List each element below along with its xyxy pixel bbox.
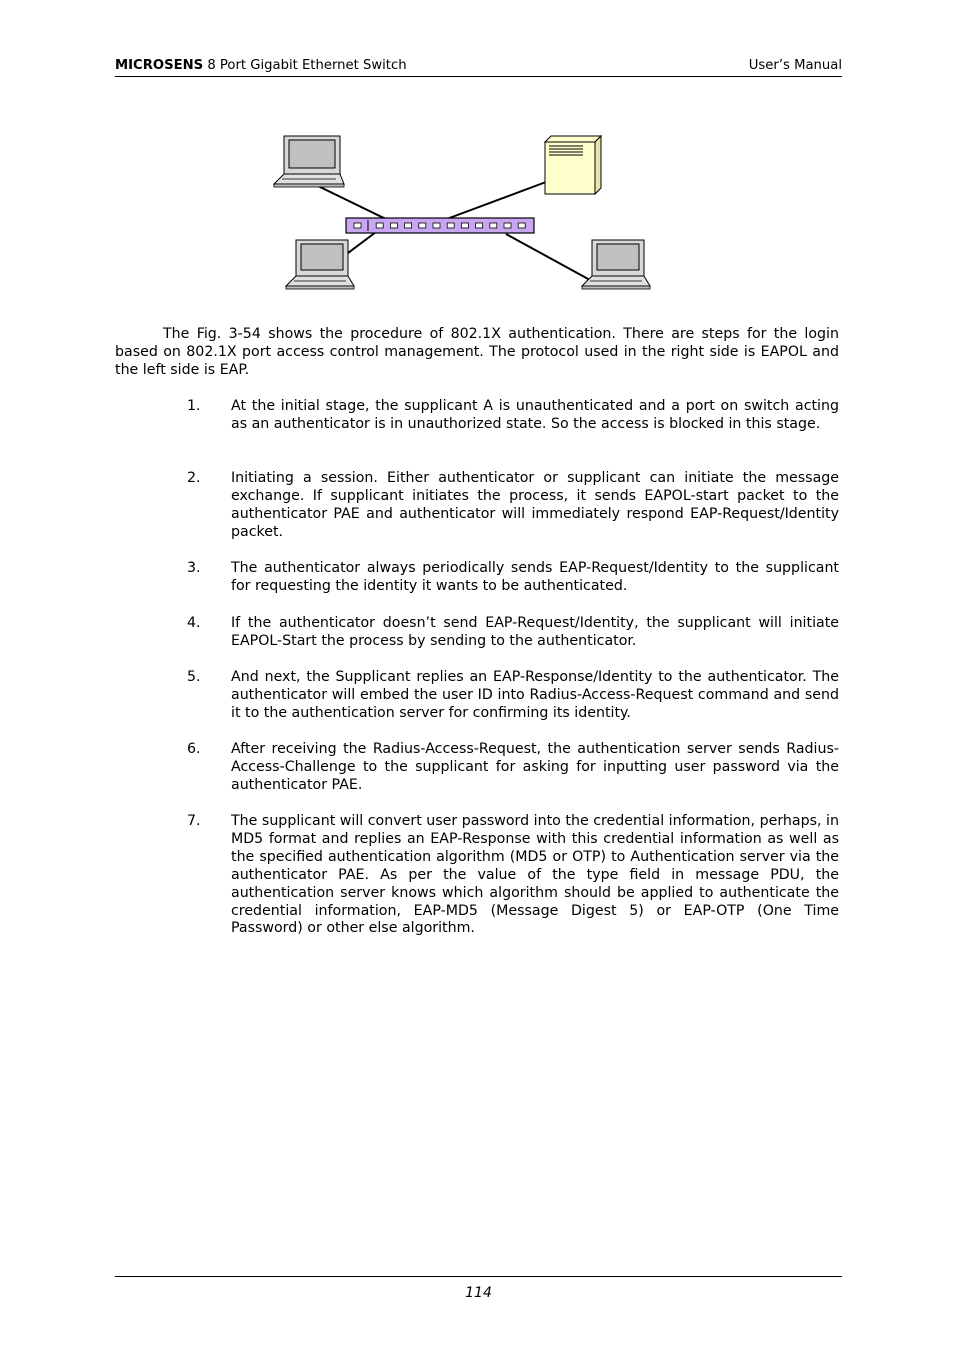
step-number: 4. [187, 615, 201, 631]
step-number: 3. [187, 560, 201, 576]
switch-port [390, 223, 397, 228]
footer-divider [115, 1276, 842, 1277]
step-text: The supplicant will convert user password into the credential information, perhaps, in MD5 format and replies an EAP-Response with this credential information as well as the specified authentication algorithm (MD5 or OTP) to Authentication server via the authenticator PAE. As per the value of the type field in message PDU, the authentication server knows which algorithm should be applied to authenticate the credential information, EAP-MD5 (Message Digest 5) or EAP-OTP (One Time Password) or other else algorithm. [231, 813, 839, 937]
step-text: If the authenticator doesn’t send EAP-Request/Identity, the supplicant will initiate EAPOL-Start the process by sending to the authenticator. [231, 615, 839, 649]
cable-line [318, 186, 388, 220]
switch-port [476, 223, 483, 228]
cable-line [344, 232, 376, 256]
page-number: 114 [465, 1285, 492, 1301]
cable-line [444, 182, 546, 220]
header-title [115, 58, 407, 73]
header-divider [115, 76, 842, 77]
step-text: Initiating a session. Either authenticator or supplicant can initiate the message exchange. If supplicant initiates the process, it sends EAPOL-start packet to the authenticator PAE and authenticator will immediately respond EAP-Request/Identity packet. [231, 470, 839, 540]
step-text: After receiving the Radius-Access-Request, the authentication server sends Radius-Access-Challenge to the supplicant for asking for inputting user password via the authenticator PAE. [231, 741, 839, 793]
step-number: 6. [187, 741, 201, 757]
switch-port [461, 223, 468, 228]
laptop-icon [286, 240, 354, 289]
cable-line [506, 234, 590, 280]
step-number: 1. [187, 398, 201, 414]
brand-name: MICROSENS [115, 58, 204, 73]
step-text: The authenticator always periodically sends EAP-Request/Identity to the supplicant for requesting the identity it wants to be authenticated. [231, 560, 839, 594]
step-number: 2. [187, 470, 201, 486]
switch-port [490, 223, 497, 228]
switch-port [419, 223, 426, 228]
server-icon [545, 136, 601, 194]
switch-port [354, 223, 361, 228]
switch-port [447, 223, 454, 228]
switch-port [518, 223, 525, 228]
switch-port [376, 223, 383, 228]
step-number: 7. [187, 813, 201, 829]
intro-paragraph: The Fig. 3-54 shows the procedure of 802.1X authentication. There are steps for the login based on 802.1X port access control management. The protocol used in the right side is EAPOL and the left side is EAP. [115, 326, 839, 378]
laptop-icon [274, 136, 344, 187]
step-number: 5. [187, 669, 201, 685]
laptop-icon [582, 240, 650, 289]
switch-icon [346, 218, 534, 233]
switch-port [504, 223, 511, 228]
step-text: And next, the Supplicant replies an EAP-Response/Identity to the authenticator. The authenticator will embed the user ID into Radius-Access-Request command and send it to the authentication server for confirming its identity. [231, 669, 839, 721]
step-text: At the initial stage, the supplicant A is unauthenticated and a port on switch acting as an authenticator is in unauthorized state. So the access is blocked in this stage. [231, 398, 839, 432]
product-name: 8 Port Gigabit Ethernet Switch [203, 58, 407, 73]
manual-title: User’s Manual [748, 58, 842, 73]
page-header [115, 58, 842, 76]
switch-port [405, 223, 412, 228]
network-diagram [268, 128, 660, 296]
switch-port [433, 223, 440, 228]
